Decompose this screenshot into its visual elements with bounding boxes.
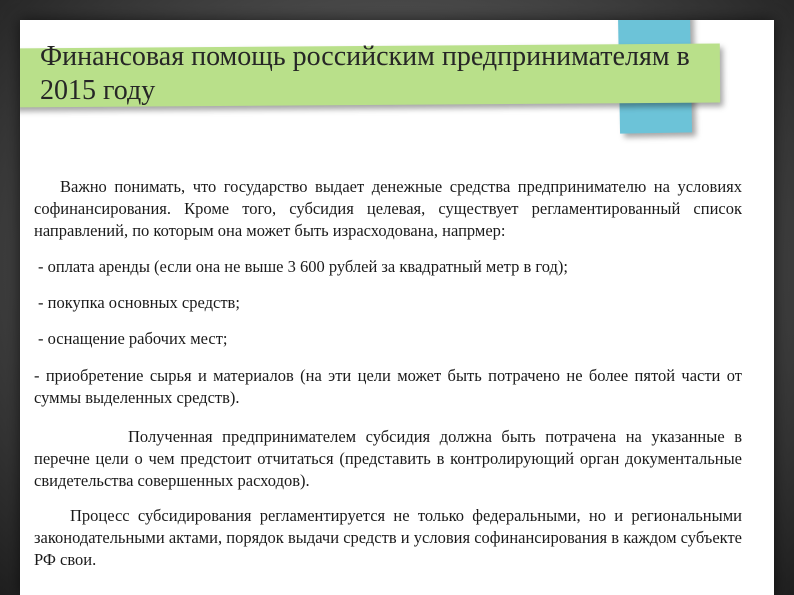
subsidy-paragraph: Полученная предпринимателем субсидия должна быть потрачена на указанные в перечне цели о чем предстоит отчитаться (представить в контролирующий орган документальные свидетельства совершенных расходов).: [34, 427, 742, 490]
list-item: - покупка основных средств;: [38, 293, 240, 312]
list-item: - приобретение сырья и материалов (на эти цели может быть потрачено не более пятой части от суммы выделенных средств).: [34, 366, 742, 407]
slide: [20, 20, 774, 595]
list-item: - оснащение рабочих мест;: [38, 329, 228, 348]
regulation-paragraph: Процесс субсидирования регламентируется не только федеральными, но и региональными законодательными актами, порядок выдачи средств и условия софинансирования в каждом субъекте РФ свои.: [34, 506, 742, 569]
slide-body: [34, 176, 742, 571]
list-item: - оплата аренды (если она не выше 3 600 рублей за квадратный метр в год);: [38, 257, 568, 276]
intro-paragraph: Важно понимать, что государство выдает денежные средства предпринимателю на условиях софинансирования. Кроме того, субсидия целевая, существует регламентированный список направлений, по которым она может быть израсходована, напрмер:: [34, 177, 742, 240]
slide-title: Финансовая помощь российским предпринимателям в 2015 году: [40, 41, 690, 106]
